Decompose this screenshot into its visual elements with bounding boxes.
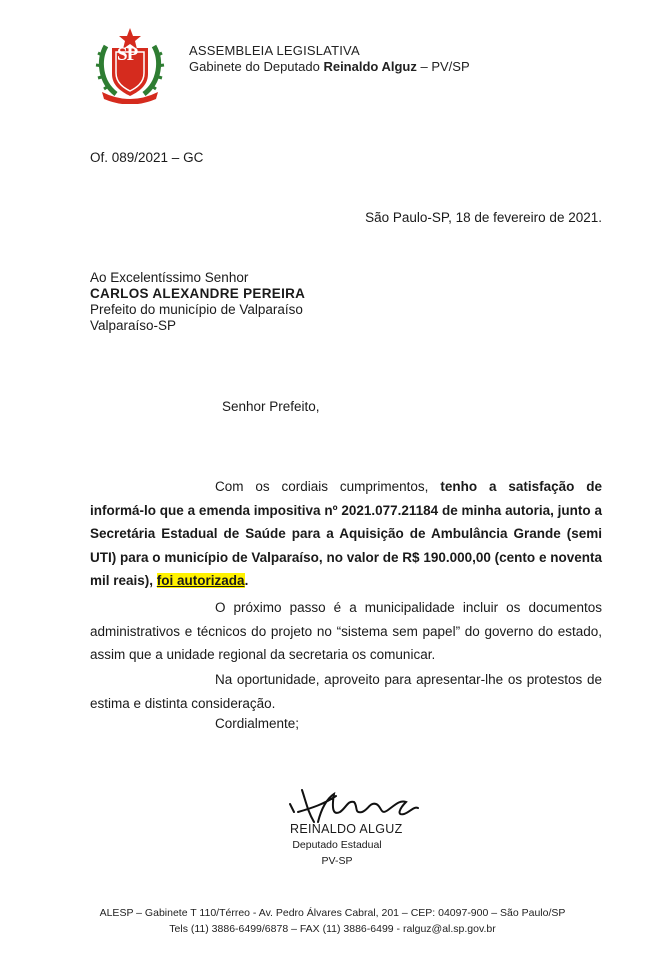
- footer-address: ALESP – Gabinete T 110/Térreo - Av. Pedro Álvares Cabral, 201 – CEP: 04097-900 – São Paulo/SP: [99, 907, 566, 919]
- office-line: [189, 59, 470, 75]
- paragraph-next-step: [90, 596, 602, 667]
- paragraph-next-step-text: O próximo passo é a municipalidade incluir os documentos administrativos e técnicos do projeto no “sistema sem papel” do governo do estado, assim que a unidade regional da secretaria os comunicar.: [90, 600, 602, 662]
- signer-name: REINALDO ALGUZ: [290, 822, 403, 836]
- paragraph-intro: Com os cordiais cumprimentos,: [215, 479, 429, 494]
- paragraph-end: .: [244, 573, 249, 588]
- recipient-greeting: Ao Excelentíssimo Senhor: [90, 270, 249, 285]
- recipient-name: CARLOS ALEXANDRE PEREIRA: [90, 286, 306, 301]
- office-prefix: Gabinete do Deputado: [189, 59, 320, 74]
- seal-letters: SP: [117, 44, 138, 65]
- signer-party: PV-SP: [321, 855, 353, 867]
- salutation: Senhor Prefeito,: [222, 399, 320, 414]
- office-suffix: – PV/SP: [420, 59, 470, 74]
- date-line: São Paulo-SP, 18 de fevereiro de 2021.: [365, 210, 602, 225]
- recipient-position: Prefeito do município de Valparaíso: [90, 302, 303, 317]
- letterhead: [189, 43, 470, 75]
- institution-name: ASSEMBLEIA LEGISLATIVA: [189, 43, 360, 58]
- paragraph-authorization: [90, 475, 602, 593]
- paragraph-regards: [90, 668, 602, 715]
- recipient-block: [90, 270, 305, 334]
- footer-contact: Tels (11) 3886-6499/6878 – FAX (11) 3886-6499 - ralguz@al.sp.gov.br: [169, 923, 496, 935]
- signer-role: Deputado Estadual: [292, 839, 382, 851]
- closing: Cordialmente;: [215, 716, 300, 731]
- highlighted-authorization: foi autorizada: [156, 573, 245, 588]
- deputy-name: Reinaldo Alguz: [323, 59, 417, 74]
- recipient-city: Valparaíso-SP: [90, 318, 177, 333]
- paragraph-regards-text: Na oportunidade, aproveito para apresentar-lhe os protestos de estima e distinta consideração.: [90, 672, 602, 711]
- document-reference: Of. 089/2021 – GC: [90, 150, 204, 165]
- paragraph-bold-text: tenho a satisfação de informá-lo que a emenda impositiva nº 2021.077.21184 de minha autoria, junto a Secretária Estadual de Saúde para a Aquisição de Ambulância Grande (semi UTI) para o município de Valparaíso, no valor de R$ 190.000,00 (cento e noventa mil reais),: [90, 479, 602, 588]
